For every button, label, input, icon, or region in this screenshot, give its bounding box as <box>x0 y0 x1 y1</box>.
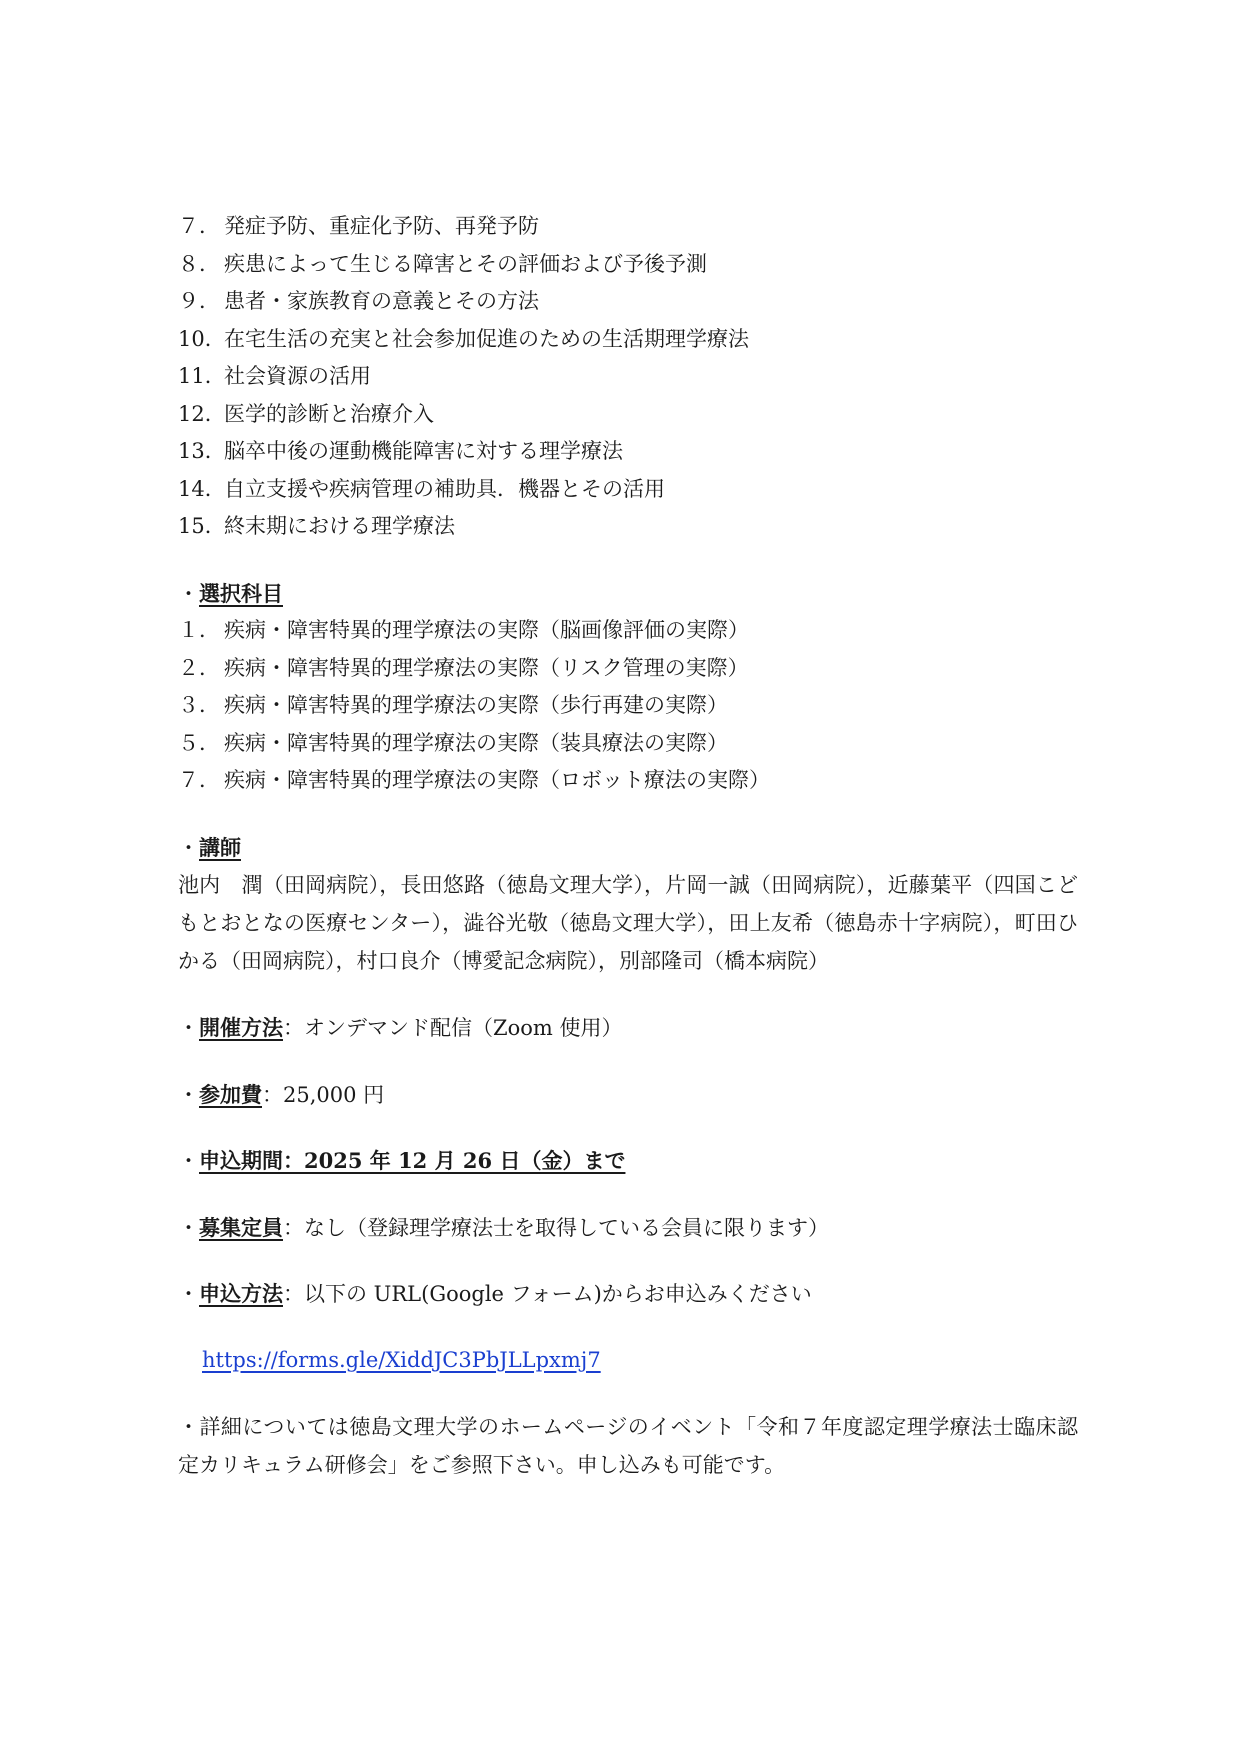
bullet: ・ <box>178 1215 199 1240</box>
elective-subject-list <box>178 612 1078 800</box>
list-text: 疾病・障害特異的理学療法の実際（リスク管理の実際） <box>224 655 749 680</box>
lecturers-list: 池内 潤（田岡病院），長田悠路（徳島文理大学），片岡一誠（田岡病院），近藤葉平（四国こどもとおとなの医療センター），澁谷光敬（徳島文理大学），田上友希（徳島赤十字病院），町田ひかる（田岡病院），村口良介（博愛記念病院），別部隆司（橋本病院） <box>178 873 1078 973</box>
fee-value: ：25,000 円 <box>262 1082 385 1107</box>
list-number: ７． <box>178 768 220 792</box>
list-text: 疾病・障害特異的理学療法の実際（脳画像評価の実際） <box>224 618 749 642</box>
deadline-label: 申込期間 <box>199 1148 283 1173</box>
list-number: ７． <box>178 214 220 238</box>
list-item <box>178 508 1078 546</box>
bullet: ・ <box>178 1149 199 1173</box>
list-text: 発症予防、重症化予防、再発予防 <box>224 214 539 238</box>
section-title: 講師 <box>199 834 241 860</box>
list-text: 疾病・障害特異的理学療法の実際（歩行再建の実際） <box>224 693 728 717</box>
list-item <box>178 471 1078 509</box>
list-item <box>178 396 1078 434</box>
fee-label: 参加費 <box>199 1081 262 1107</box>
bullet: ・ <box>178 581 199 606</box>
bullet: ・ <box>178 835 199 860</box>
list-text: 疾病・障害特異的理学療法の実際（ロボット療法の実際） <box>224 768 770 792</box>
list-item <box>178 433 1078 471</box>
method-row <box>178 1009 1078 1047</box>
fee-row <box>178 1076 1078 1114</box>
deadline-row <box>178 1142 1078 1180</box>
list-text: 疾患によって生じる障害とその評価および予後予測 <box>224 251 707 276</box>
spacer <box>178 1113 1078 1142</box>
capacity-value: ：なし（登録理学療法士を取得している会員に限ります） <box>283 1215 829 1240</box>
list-number: ８． <box>178 251 220 276</box>
spacer <box>178 1047 1078 1076</box>
list-item <box>178 762 1078 800</box>
list-text: 疾病・障害特異的理学療法の実際（装具療法の実際） <box>224 730 728 755</box>
spacer <box>178 980 1078 1009</box>
method-value: ：オンデマンド配信（Zoom 使用） <box>283 1016 623 1040</box>
details-paragraph: ・詳細については徳島文理大学のホームページのイベント「令和７年度認定理学療法士臨床認定カリキュラム研修会」をご参照下さい。申し込みも可能です。 <box>178 1415 1078 1477</box>
list-text: 自立支援や疾病管理の補助具．機器とその活用 <box>224 476 665 501</box>
list-item <box>178 687 1078 725</box>
bullet: ・ <box>178 1016 199 1040</box>
list-item <box>178 283 1078 321</box>
apply-label: 申込方法 <box>199 1281 283 1306</box>
list-number: ３． <box>178 693 220 717</box>
list-number: ９． <box>178 289 220 313</box>
list-number: １． <box>178 618 220 642</box>
apply-value: ：以下の URL(Google フォーム)からお申込みください <box>283 1282 812 1306</box>
list-item <box>178 321 1078 359</box>
list-item <box>178 650 1078 688</box>
list-text: 脳卒中後の運動機能障害に対する理学療法 <box>224 439 623 463</box>
bullet: ・ <box>178 1282 199 1306</box>
list-item <box>178 208 1078 246</box>
apply-row <box>178 1275 1078 1313</box>
list-number: 12． <box>178 401 226 426</box>
bullet: ・ <box>178 1082 199 1107</box>
list-number: 10． <box>178 326 226 351</box>
method-label: 開催方法 <box>199 1015 283 1040</box>
url-row <box>178 1342 1078 1380</box>
list-text: 終末期における理学療法 <box>224 514 455 538</box>
list-number: 14． <box>178 476 226 501</box>
list-number: ５． <box>178 730 220 755</box>
list-text: 患者・家族教育の意義とその方法 <box>224 289 539 313</box>
section-title: 選択科目 <box>199 580 283 606</box>
spacer <box>178 546 1078 575</box>
spacer <box>178 1379 1078 1408</box>
list-text: 在宅生活の充実と社会参加促進のための生活期理学療法 <box>224 326 749 351</box>
list-number: 15． <box>178 514 226 538</box>
list-text: 社会資源の活用 <box>224 364 371 388</box>
lecturers-heading <box>178 829 1078 867</box>
list-text: 医学的診断と治療介入 <box>224 401 434 426</box>
document-page <box>178 208 1078 1484</box>
core-subject-list <box>178 208 1078 546</box>
list-item <box>178 358 1078 396</box>
spacer <box>178 800 1078 829</box>
application-form-link[interactable]: https://forms.gle/XiddJC3PbJLLpxmj7 <box>202 1347 601 1372</box>
spacer <box>178 1246 1078 1275</box>
spacer <box>178 1313 1078 1342</box>
list-number: 11． <box>178 364 226 388</box>
capacity-label: 募集定員 <box>199 1214 283 1240</box>
capacity-row <box>178 1209 1078 1247</box>
list-item <box>178 246 1078 284</box>
list-number: 13． <box>178 439 226 463</box>
list-number: ２． <box>178 655 220 680</box>
list-item <box>178 612 1078 650</box>
deadline-value: ：2025 年 12 月 26 日（金）まで <box>283 1148 626 1173</box>
elective-heading <box>178 575 1078 613</box>
spacer <box>178 1180 1078 1209</box>
list-item <box>178 725 1078 763</box>
